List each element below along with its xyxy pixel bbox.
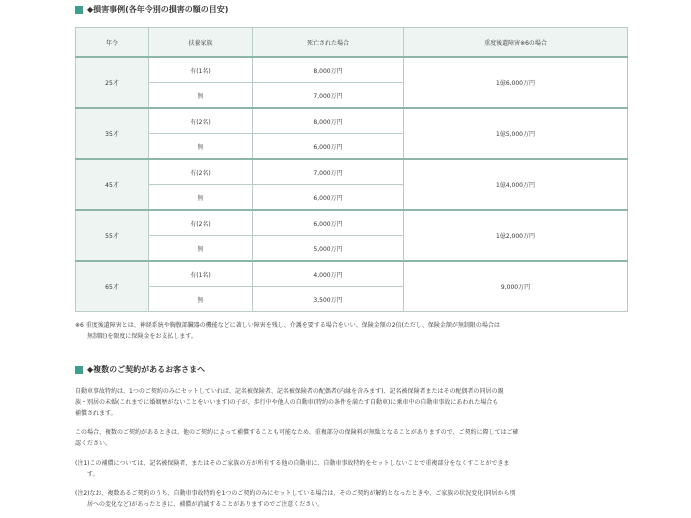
paragraph-line: この場合、複数のご契約があるときは、他のご契約によって補償することも可能なため、重複部分の保険料が無駄となることがありますので、ご契約に際してはご確	[75, 429, 519, 436]
age-cell: 55才	[76, 210, 149, 261]
death-cell: 8,000万円	[253, 57, 404, 83]
section-heading-damage-examples	[75, 4, 228, 15]
table-row	[76, 57, 628, 83]
disability-cell: 1億2,000万円	[404, 210, 628, 261]
family-cell: 無	[149, 236, 253, 262]
table-row	[76, 108, 628, 134]
header-death: 死亡された場合	[253, 28, 404, 58]
paragraph-line: 族・別居の未婚(これまでに婚姻歴がないことをいいます)の子が、歩行中や他人の自動車(特約の条件を満たす自動車)に乗車中の自動車事故にあわれた場合も	[75, 399, 499, 406]
age-cell: 45才	[76, 159, 149, 210]
death-cell: 8,000万円	[253, 108, 404, 134]
age-cell: 35才	[76, 108, 149, 159]
family-cell: 有(2名)	[149, 108, 253, 134]
table-row	[76, 159, 628, 185]
death-cell: 4,000万円	[253, 261, 404, 287]
family-cell: 無	[149, 287, 253, 312]
paragraph-line: 居への変化など)があったときに、補償が消滅することがありますのでご注意ください。	[87, 501, 324, 508]
disability-cell: 1億5,000万円	[404, 108, 628, 159]
disability-cell: 1億6,000万円	[404, 57, 628, 108]
table-row	[76, 261, 628, 287]
death-cell: 3,500万円	[253, 287, 404, 312]
footnote-disability	[75, 320, 635, 342]
header-family: 扶養家族	[149, 28, 253, 58]
table-row	[76, 210, 628, 236]
paragraph-line: 補償されます。	[75, 410, 117, 417]
death-cell: 6,000万円	[253, 185, 404, 211]
header-disability: 重度後遺障害※6の場合	[404, 28, 628, 58]
family-cell: 有(2名)	[149, 159, 253, 185]
paragraph-line: 認ください。	[75, 440, 112, 447]
death-cell: 6,000万円	[253, 210, 404, 236]
death-cell: 6,000万円	[253, 134, 404, 160]
paragraph-coverage	[75, 386, 635, 419]
age-cell: 25才	[76, 57, 149, 108]
paragraph-line: (注1)この補償については、記名被保険者、またはそのご家族の方が所有する他の自動車に、自動車事故特約をセットしないことで重複部分をなくすことができま	[75, 460, 510, 467]
section-title: ◆複数のご契約があるお客さまへ	[87, 365, 206, 374]
death-cell: 7,000万円	[253, 83, 404, 109]
paragraph-line: す。	[87, 471, 99, 478]
paragraph-duplicate	[75, 427, 635, 449]
section-heading-multiple-contracts	[75, 364, 205, 375]
death-cell: 5,000万円	[253, 236, 404, 262]
paragraph-line: (注2)なお、複数あるご契約のうち、自動車事故特約を1つのご契約のみにセットしている場合は、そのご契約が解約となったときや、ご家族の状況変化(同居から別	[75, 490, 516, 497]
family-cell: 有(1名)	[149, 261, 253, 287]
damage-table	[75, 27, 628, 312]
paragraph-line: 自動車事故特約は、1つのご契約のみにセットしていれば、記名被保険者、記名被保険者の配偶者(内縁を含みます)、記名被保険者またはその配偶者の同居の親	[75, 388, 504, 395]
section-title: ◆損害事例(各年令別の損害の額の目安)	[87, 5, 229, 14]
disability-cell: 9,000万円	[404, 261, 628, 312]
age-cell: 65才	[76, 261, 149, 312]
disability-cell: 1億4,000万円	[404, 159, 628, 210]
header-age: 年令	[76, 28, 149, 58]
note-1	[75, 458, 635, 480]
footnote-line: 無制限)を限度に保険金をお支払します。	[87, 333, 197, 340]
footnote-line: ※6 重度後遺障害とは、神経系統や胸腹部臓器の機能などに著しい障害を残し、介護を要する場合をいい、保険金額の2倍(ただし、保険金額が無制限の場合は	[75, 322, 500, 329]
square-bullet-icon	[75, 366, 83, 374]
family-cell: 無	[149, 83, 253, 109]
square-bullet-icon	[75, 6, 83, 14]
death-cell: 7,000万円	[253, 159, 404, 185]
family-cell: 無	[149, 185, 253, 211]
family-cell: 無	[149, 134, 253, 160]
family-cell: 有(2名)	[149, 210, 253, 236]
note-2	[75, 488, 635, 510]
family-cell: 有(1名)	[149, 57, 253, 83]
